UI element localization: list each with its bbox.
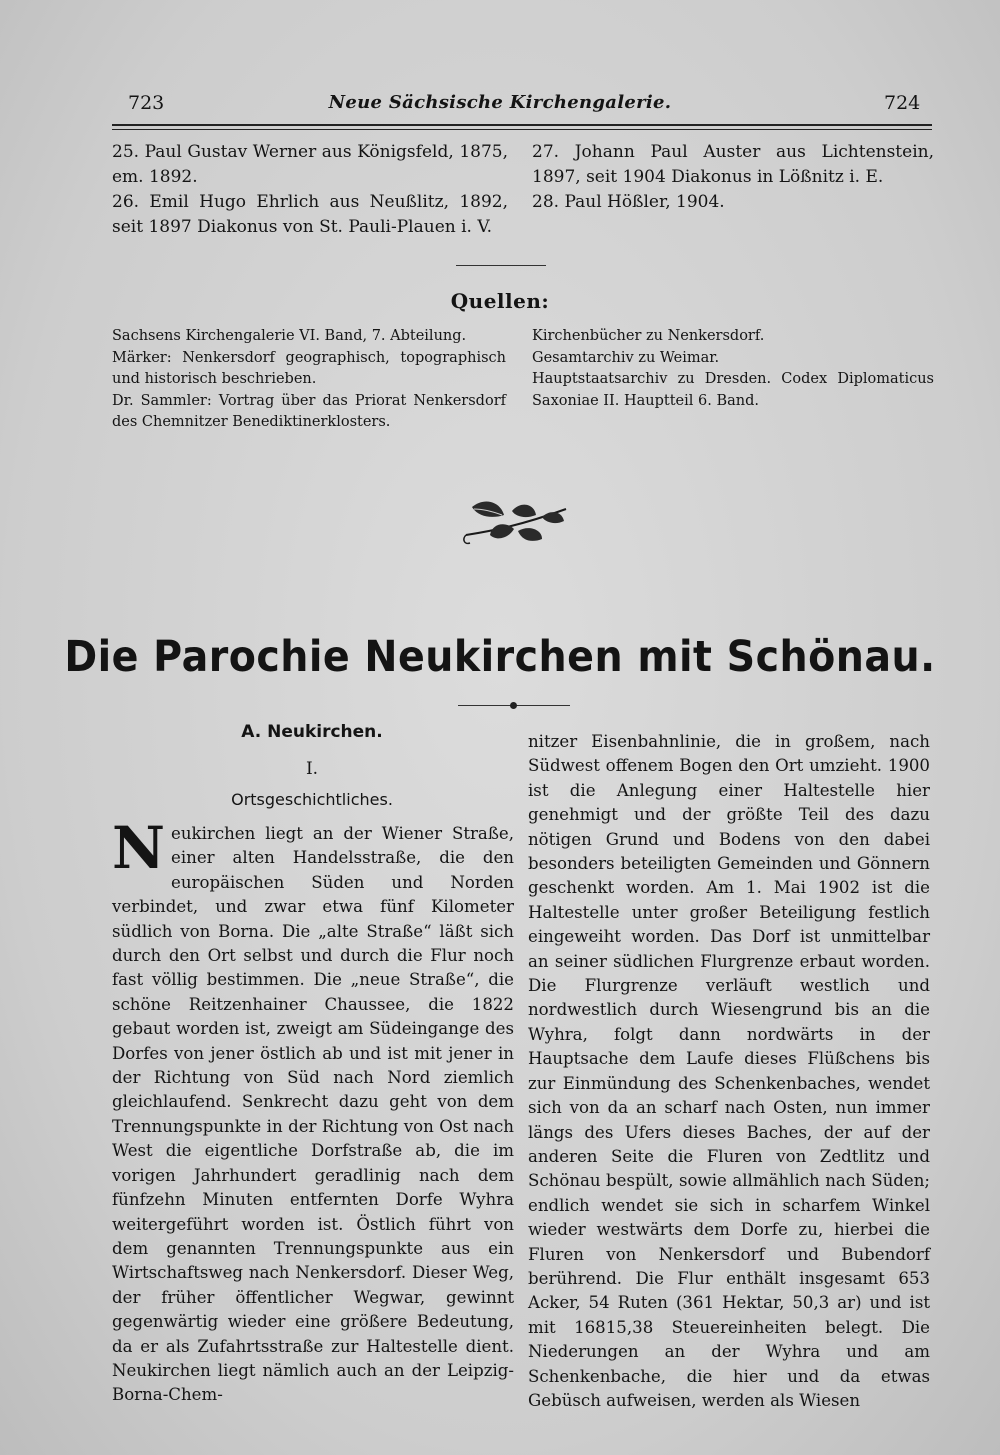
header-rule-thick — [112, 124, 932, 126]
source-entry: Märker: Nenkersdorf geographisch, topographisch und historisch beschrieben. — [112, 349, 506, 387]
sources-left — [112, 326, 506, 434]
leaf-branch-ornament-icon — [462, 495, 572, 553]
paragraph-text: nitzer Eisenbahnlinie, die in großem, nach Südwest offenem Bogen den Ort umzieht. 1900 ist die Anlegung einer Haltestelle hier genehmigt und der größte Teil des dazu nötigen Grund und Bodens von den dabei besonders beteiligten Gemeinden und Gönnern geschenkt worden. Am 1. Mai 1902 ist die Haltestelle unter großer Beteiligung festlich eingeweiht worden. Das Dorf ist unmittelbar an seiner südlichen Flurgrenze erbaut worden. Die Flurgrenze verläuft westlich und nordwestlich durch Wiesengrund bis an die Wyhra, folgt dann nordwärts in der Hauptsache dem Laufe dieses Flüßchens bis zur Einmündung des Schenkenbaches, wendet sich von da an scharf nach Osten, nun immer längs des Ufers dieses Baches, der auf der anderen Seite die Fluren von Zedtlitz und Schönau bespült, sowie allmählich nach Süden; endlich wendet sie sich in scharfem Winkel wieder westwärts dem Dorfe zu, hierbei die Fluren von Nenkersdorf und Bubendorf berührend. Die Flur enthält insgesamt 653 Acker, 54 Ruten (361 Hektar, 50,3 ar) und ist mit 16815,38 Steuereinheiten belegt. Die Niederungen an der Wyhra und am Schenkenbache, die hier und da etwas Gebüsch aufweisen, werden als Wiesen — [528, 732, 930, 1410]
source-entry: Kirchenbücher zu Nenkersdorf. — [532, 328, 765, 344]
list-right — [532, 140, 934, 215]
running-title: Neue Sächsische Kirchengalerie. — [328, 92, 672, 113]
subsection-heading: Ortsgeschichtliches. — [231, 790, 393, 809]
list-item: 28. Paul Hößler, 1904. — [532, 192, 725, 212]
header-rule-thin — [112, 129, 932, 130]
sources-right — [532, 326, 934, 412]
right-page-number: 724 — [884, 92, 921, 114]
source-entry: Hauptstaatsarchiv zu Dresden. Codex Diplomaticus Saxoniae II. Hauptteil 6. Band. — [532, 371, 934, 409]
list-item: 27. Johann Paul Auster aus Lichtenstein, 1897, seit 1904 Diakonus in Lößnitz i. E. — [532, 142, 934, 187]
source-entry: Gesamtarchiv zu Weimar. — [532, 349, 720, 366]
title-ornament-dot — [510, 702, 517, 709]
section-heading: A. Neukirchen. — [241, 722, 383, 742]
article-title: Die Parochie Neukirchen mit Schönau. — [64, 632, 936, 682]
list-item: 25. Paul Gustav Werner aus Königsfeld, 1875, em. 1892. — [112, 142, 508, 187]
separator-line — [456, 265, 546, 266]
list-left — [112, 140, 508, 240]
list-item: 26. Emil Hugo Ehrlich aus Neußlitz, 1892, seit 1897 Diakonus von St. Pauli-Plauen i. V. — [112, 192, 508, 237]
source-entry: Dr. Sammler: Vortrag über das Priorat Nenkersdorf des Chemnitzer Benediktinerklosters. — [112, 392, 506, 430]
left-page-number: 723 — [128, 92, 165, 114]
section-numeral: I. — [305, 759, 319, 779]
paragraph-text: eukirchen liegt an der Wiener Straße, einer alten Handelsstraße, die den europäischen Süden und Norden verbindet, und zwar etwa fünf Kilometer südlich von Borna. Die „alte Straße“ läßt sich durch den Ort selbst und durch die Flur noch fast völlig bestimmen. Die „neue Straße“, die schöne Reitzenhainer Chaussee, die 1822 gebaut worden ist, zweigt am Südeingange des Dorfes von jener östlich ab und ist mit jener in der Richtung von Süd nach Nord ziemlich gleichlaufend. Senkrecht dazu geht von dem Trennungspunkte in der Richtung von Ost nach West die eigentliche Dorfstraße ab, die im vorigen Jahrhundert geradlinig nach dem fünfzehn Minuten entfernten Dorfe Wyhra weitergeführt worden ist. Östlich führt von dem genannten Trennungspunkte aus ein Wirtschaftsweg nach Nenkersdorf. Dieser Weg, der früher öffentlicher Wegwar, gewinnt gegenwärtig wieder eine größere Bedeutung, da er als Zufahrtsstraße zur Haltestelle dient. Neukirchen liegt nämlich auch an der Leipzig-Borna-Chem- — [112, 824, 514, 1405]
drop-cap: N — [112, 814, 166, 882]
body-column-right — [528, 730, 930, 1413]
source-entry: Sachsens Kirchengalerie VI. Band, 7. Abteilung. — [112, 328, 467, 344]
body-column-left — [112, 814, 514, 1408]
sources-heading: Quellen: — [450, 289, 550, 313]
